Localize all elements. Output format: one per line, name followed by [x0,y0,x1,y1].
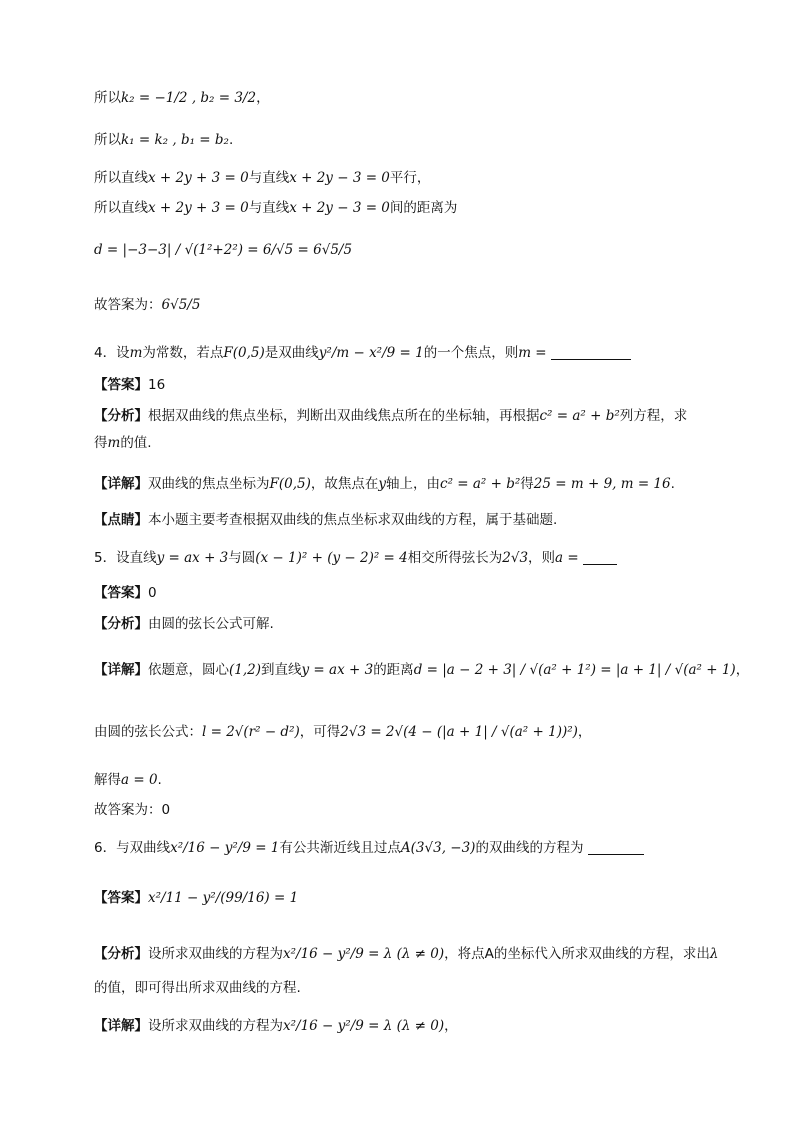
question-5-analysis: 【分析】由圆的弦长公式可解. [94,616,274,632]
question-5-stem: 5．设直线y = ax + 3与圆(x − 1)² + (y − 2)² = 4相交所得弦长为2√3，则a = [94,548,617,568]
line-distance-between: 所以直线x + 2y + 3 = 0与直线x + 2y − 3 = 0间的距离为 [94,200,458,216]
question-5-solve: 解得a = 0. [94,772,162,788]
question-4-detail: 【详解】双曲线的焦点坐标为F(0,5)，故焦点在y轴上，由c² = a² + b²得25 = m + 9, m = 16. [94,476,675,492]
answer-blank [588,854,644,855]
question-5-final: 故答案为：0 [94,802,171,818]
question-6-stem: 6．与双曲线x²/16 − y²/9 = 1有公共渐近线且过点A(3√3, −3)的双曲线的方程为 [94,838,644,858]
line-parallel: 所以直线x + 2y + 3 = 0与直线x + 2y − 3 = 0平行， [94,170,431,186]
question-5-detail: 【详解】依题意，圆心(1,2)到直线y = ax + 3的距离d = |a − 2 + 3| / √(a² + 1²) = |a + 1| / √(a² + 1)， [94,662,750,678]
question-4-stem: 4．设m为常数，若点F(0,5)是双曲线y²/m − x²/9 = 1的一个焦点，则m = [94,343,631,363]
question-5-answer: 【答案】0 [94,585,157,601]
question-5-chord: 由圆的弦长公式：l = 2√(r² − d²)，可得2√3 = 2√(4 − (|a + 1| / √(a² + 1))²)， [94,724,592,740]
formula-k2-b2: k₂ = −1/2 , b₂ = 3/2 [121,90,257,106]
question-4-comment: 【点睛】本小题主要考查根据双曲线的焦点坐标求双曲线的方程，属于基础题. [94,512,558,528]
answer-blank [551,359,631,360]
formula-k1-k2: k₁ = k₂ , b₁ = b₂ [121,132,229,148]
question-6-analysis-cont: 的值，即可得出所求双曲线的方程. [94,980,301,996]
question-4-analysis-cont: 得m的值. [94,435,152,451]
question-6-analysis: 【分析】设所求双曲线的方程为x²/16 − y²/9 = λ (λ ≠ 0)，将点A的坐标代入所求双曲线的方程，求出λ [94,946,719,962]
line-k2-b2: 所以k₂ = −1/2 , b₂ = 3/2， [94,90,270,106]
answer-line-prev: 故答案为：6√5/5 [94,297,201,313]
question-4-analysis: 【分析】根据双曲线的焦点坐标，判断出双曲线焦点所在的坐标轴，再根据c² = a² + b²列方程，求 [94,408,688,424]
question-6-answer: 【答案】x²/11 − y²/(99/16) = 1 [94,890,299,906]
question-4-answer: 【答案】16 [94,377,166,393]
formula-distance-d: d = |−3−3| / √(1²+2²) = 6/√5 = 6√5/5 [94,242,353,258]
line-k1-eq-k2: 所以k₁ = k₂ , b₁ = b₂. [94,132,234,148]
question-6-detail: 【详解】设所求双曲线的方程为x²/16 − y²/9 = λ (λ ≠ 0)， [94,1018,458,1034]
answer-blank [583,564,617,565]
